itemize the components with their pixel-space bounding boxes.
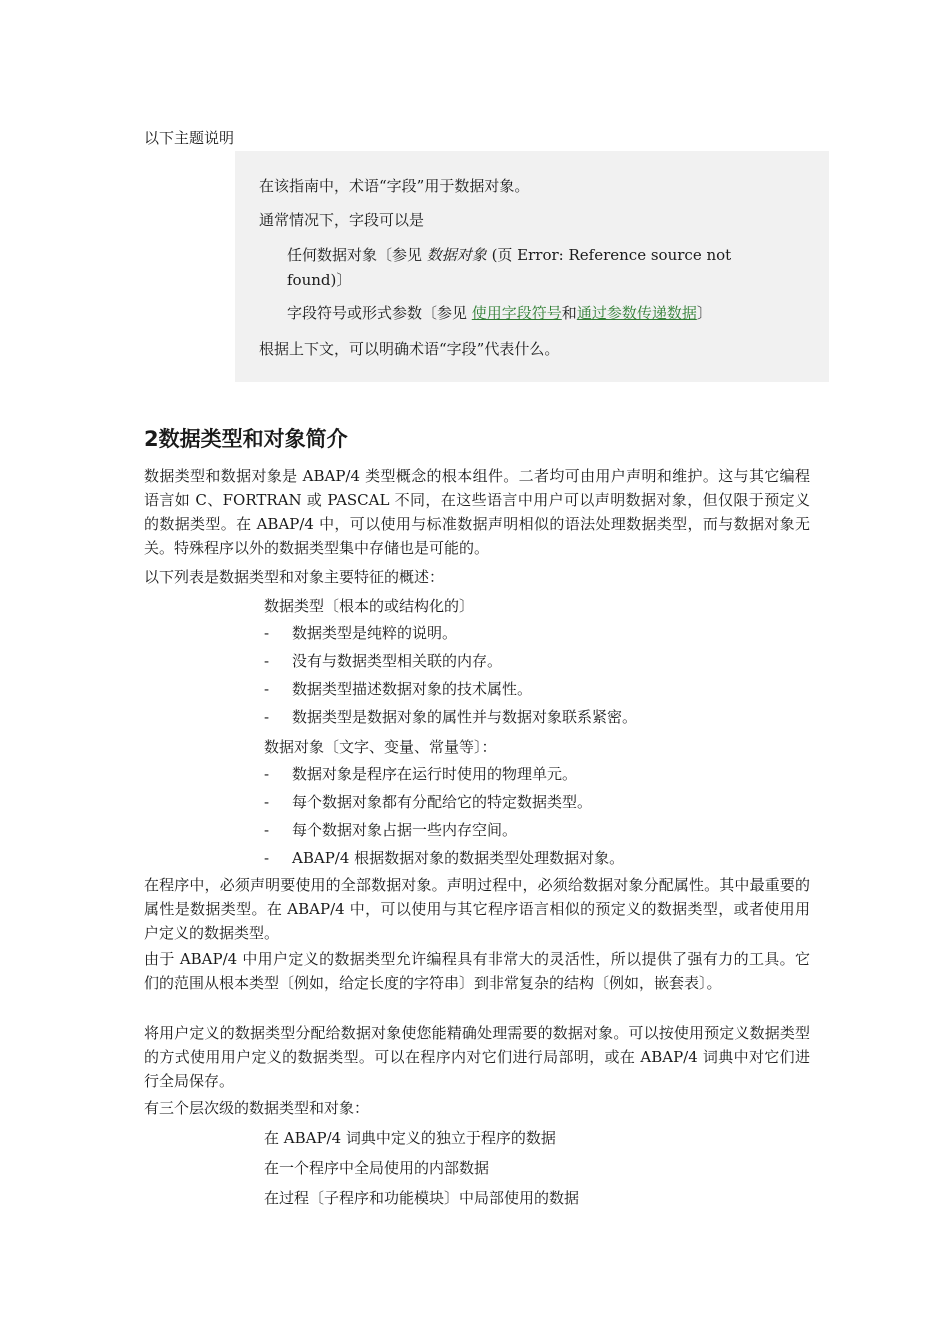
note-item-2-suffix: 〕 [696, 304, 712, 322]
note-item-1-prefix: 任何数据对象〔参见 [287, 246, 427, 264]
pass-parameter-link[interactable]: 通过参数传递数据 [576, 304, 697, 322]
note-item-data-object [287, 243, 787, 293]
note-item-1-suffix: (页 Error: Reference source not found)〕 [287, 246, 732, 289]
note-box [235, 151, 829, 382]
objects-list-head: 数据对象〔文字、变量、常量等〕： [264, 738, 497, 756]
paragraph-assign: 将用户定义的数据类型分配给数据对象使您能精确处理需要的数据对象。可以按使用预定义数据类型的方式使用用户定义的数据类型。可以在程序内对它们进行局部明，或在 ABAP/4 词典中对它们进行全局保存。 [144, 1024, 810, 1090]
note-item-2-and: 和 [561, 304, 577, 322]
list-item: - 数据类型是数据对象的属性并与数据对象联系紧密。 [264, 708, 638, 726]
list-item: - 没有与数据类型相关联的内存。 [264, 652, 503, 670]
level-item-dictionary: 在 ABAP/4 词典中定义的独立于程序的数据 [264, 1129, 556, 1147]
intro-text: 以下主题说明 [144, 129, 235, 147]
note-item-1-italic: 数据对象 [426, 246, 487, 264]
list-item: - 每个数据对象都有分配给它的特定数据类型。 [264, 793, 593, 811]
list-item: - 数据类型是纯粹的说明。 [264, 624, 458, 642]
section-title: 2数据类型和对象简介 [144, 427, 348, 451]
level-item-procedure: 在过程〔子程序和功能模块〕中局部使用的数据 [264, 1189, 580, 1207]
note-item-field-symbol [287, 301, 712, 326]
level-item-program: 在一个程序中全局使用的内部数据 [264, 1159, 490, 1177]
field-symbol-link[interactable]: 使用字段符号 [471, 304, 562, 322]
note-line-2: 通常情况下，字段可以是 [259, 211, 425, 229]
list-item: - 数据类型描述数据对象的技术属性。 [264, 680, 533, 698]
list-item: - ABAP/4 根据数据对象的数据类型处理数据对象。 [264, 849, 625, 867]
list-item: - 每个数据对象占据一些内存空间。 [264, 821, 518, 839]
paragraph-declare: 在程序中，必须声明要使用的全部数据对象。声明过程中，必须给数据对象分配属性。其中最重要的属性是数据类型。在 ABAP/4 中，可以使用与其它程序语言相似的预定义的数据类型，或者使用用户定义的数据类型。 [144, 876, 810, 942]
paragraph-flexibility: 由于 ABAP/4 中用户定义的数据类型允许编程具有非常大的灵活性，所以提供了强有力的工具。它们的范围从根本类型〔例如，给定长度的字符串〕到非常复杂的结构〔例如，嵌套表〕。 [144, 950, 810, 992]
paragraph-list-intro: 以下列表是数据类型和对象主要特征的概述： [144, 568, 445, 586]
list-item: - 数据对象是程序在运行时使用的物理单元。 [264, 765, 578, 783]
paragraph-levels: 有三个层次级的数据类型和对象： [144, 1099, 370, 1117]
types-list-head: 数据类型〔根本的或结构化的〕 [264, 597, 475, 615]
note-item-2-prefix: 字段符号或形式参数〔参见 [287, 304, 472, 322]
note-line-1: 在该指南中，术语“字段”用于数据对象。 [259, 177, 530, 195]
note-line-3: 根据上下文，可以明确术语“字段”代表什么。 [259, 340, 560, 358]
paragraph-intro: 数据类型和数据对象是 ABAP/4 类型概念的根本组件。二者均可由用户声明和维护。这与其它编程语言如 C、FORTRAN 或 PASCAL 不同，在这些语言中用户可以声明数据对象，但仅限于预定义的数据类型。在 ABAP/4 中，可以使用与标准数据声明相似的语法处理数据类型，而与数据对象无关。特殊程序以外的数据类型集中存储也是可能的。 [144, 467, 810, 557]
